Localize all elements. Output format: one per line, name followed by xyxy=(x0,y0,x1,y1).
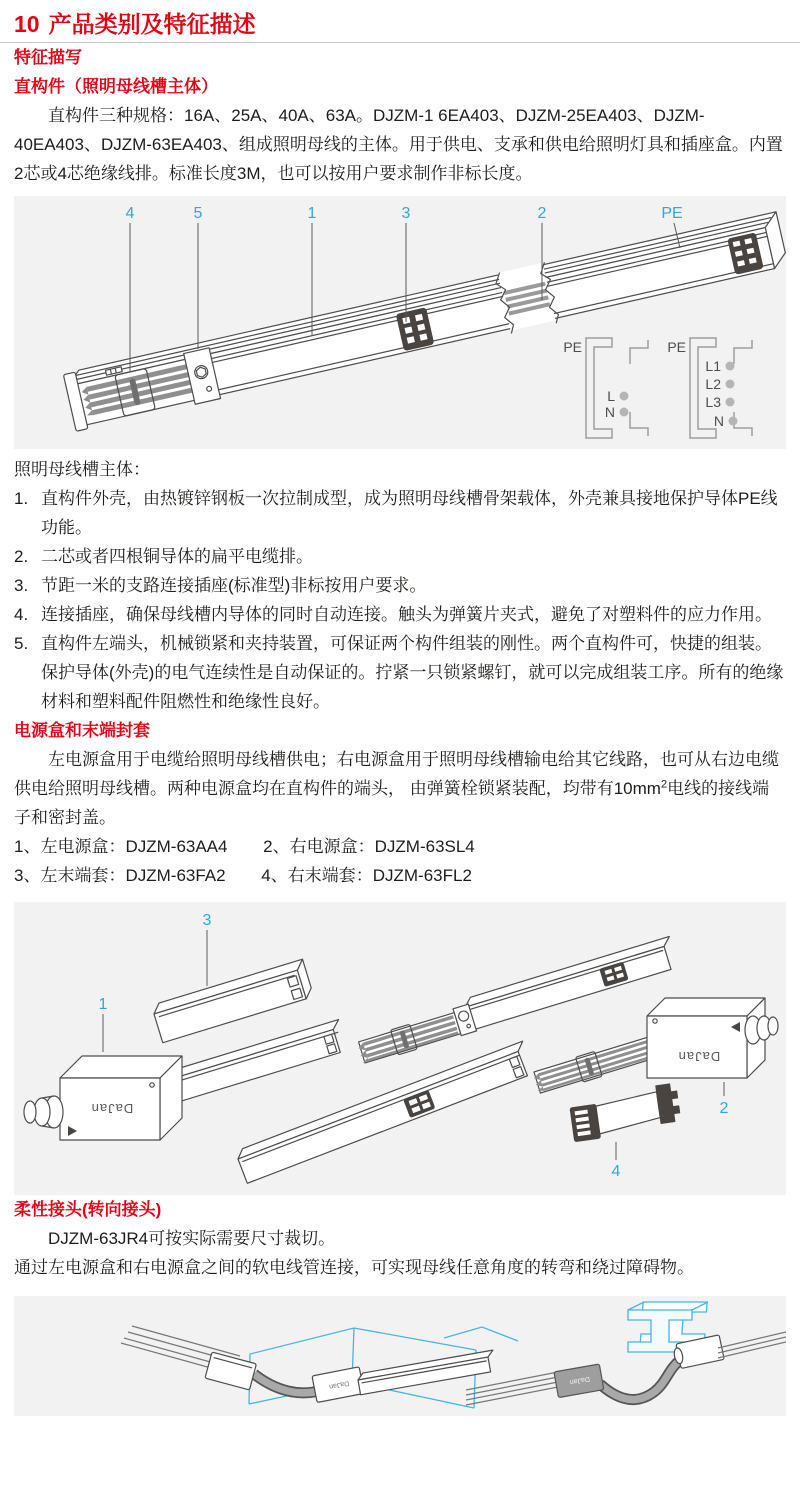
list-item xyxy=(14,571,786,600)
list-item xyxy=(14,600,786,629)
feature-list xyxy=(14,484,786,716)
power-box-left xyxy=(24,1056,182,1140)
brand-logo: DaJan xyxy=(328,1379,350,1390)
diagram-flexible-applications xyxy=(14,1296,786,1416)
subheading-feature: 特征描写 xyxy=(14,48,82,67)
brand-logo: DaJan xyxy=(90,1101,134,1116)
callout-labels xyxy=(126,205,683,222)
flexible-line1: DJZM-63JR4可按实际需要尺寸裁切。 xyxy=(48,1229,336,1248)
item-text: 二芯或者四根铜导体的扁平电缆排。 xyxy=(41,547,313,566)
model-item: 3、左末端套：DJZM-63FA2 xyxy=(14,866,226,885)
item-number: 1. xyxy=(14,489,29,508)
joint-box-c xyxy=(554,1364,604,1398)
busway-strip-in xyxy=(466,1372,558,1405)
joint-box-a xyxy=(205,1352,256,1390)
diagram-busway-main xyxy=(14,196,786,449)
pin-label: N xyxy=(604,404,615,420)
joint-box-b xyxy=(312,1367,364,1403)
section-number: 10 xyxy=(14,11,40,37)
callout-pe: PE xyxy=(661,205,683,222)
power-box-paragraph xyxy=(14,745,786,832)
item-number: 5. xyxy=(14,634,29,653)
para-text: 左电源盒用于电缆给照明母线槽供电；右电源盒用于照明母线槽输电给其它线路，也可从右边电缆供电给照明母线槽。两种电源盒均在直构件的端头， 由弹簧栓锁紧装配，均带有10mm xyxy=(14,750,779,798)
right-box-duct xyxy=(532,1032,666,1095)
flexible-joint xyxy=(569,1083,682,1142)
list-item xyxy=(14,484,786,542)
pin-label: L3 xyxy=(705,394,721,410)
pin-label: L1 xyxy=(705,358,721,374)
superscript-2: 2 xyxy=(660,778,668,791)
item-number: 4. xyxy=(14,605,29,624)
cross-section-2pole xyxy=(563,338,648,438)
power-box-drawing xyxy=(14,902,786,1195)
item-number: 3. xyxy=(14,576,29,595)
model-item: 4、右末端套：DJZM-63FL2 xyxy=(261,866,472,885)
page-title xyxy=(14,10,786,38)
list-title: 照明母线槽主体： xyxy=(14,460,150,479)
catalog-page xyxy=(0,10,800,1419)
pe-label: PE xyxy=(563,339,582,355)
intro-paragraph: 直构件三种规格：16A、25A、40A、63A。DJZM-1 6EA403、DJZM-25EA403、DJZM-40EA403、DJZM-63EA403、组成照明母线的主体。用于供电、支承和供电给照明灯具和插座盒。内置2芯或4芯绝缘线排。标准长度3M，也可以按用户要求制作非标长度。 xyxy=(14,106,783,183)
pe-label: PE xyxy=(667,339,686,355)
flexible-joint-drawing xyxy=(14,1296,786,1416)
para-text: 电线的接线端子和密封盖。 xyxy=(14,779,770,827)
pin-label: L xyxy=(607,388,615,404)
model-line xyxy=(14,832,786,861)
callout-1: 1 xyxy=(98,996,108,1013)
model-item: 1、左电源盒：DJZM-63AA4 xyxy=(14,837,228,856)
power-box-right xyxy=(647,998,778,1078)
cable-gland xyxy=(745,1016,778,1044)
callout-2: 2 xyxy=(719,1100,729,1117)
item-text: 连接插座，确保母线槽内导体的同时自动连接。触头为弹簧片夹式，避免了对塑料件的应力作用。 xyxy=(41,605,772,624)
item-text: 直构件左端头，机械锁紧和夹持装置，可保证两个构件组装的刚性。两个直构件可，快捷的组装。保护导体(外壳)的电气连续性是自动保证的。拧紧一只锁紧螺钉，就可以完成组装工序。所有的绝缘材料和塑料配件阻燃性和绝缘性良好。 xyxy=(41,634,784,711)
cable-gland xyxy=(24,1096,63,1128)
callout-1: 1 xyxy=(307,205,317,222)
page-content xyxy=(0,43,800,1416)
end-cap xyxy=(151,959,313,1042)
callout-3: 3 xyxy=(401,205,411,222)
busway-duct xyxy=(63,210,786,432)
item-number: 2. xyxy=(14,547,29,566)
callout-3: 3 xyxy=(202,912,212,929)
model-item: 2、右电源盒：DJZM-63SL4 xyxy=(263,837,475,856)
brand-logo: DaJan xyxy=(569,1374,591,1386)
list-item xyxy=(14,542,786,571)
list-item xyxy=(14,629,786,716)
flexible-line2: 通过左电源盒和右电源盒之间的软电线管连接，可实现母线任意角度的转弯和绕过障碍物。 xyxy=(14,1258,694,1277)
callout-4: 4 xyxy=(611,1163,621,1180)
busway-strip-out xyxy=(718,1332,786,1358)
cross-section-4pole xyxy=(667,338,752,438)
callout-2: 2 xyxy=(537,205,547,222)
section-title: 产品类别及特征描述 xyxy=(48,11,256,37)
pin-label: L2 xyxy=(705,376,721,392)
pin-label: N xyxy=(713,413,724,429)
busway-drawing xyxy=(14,196,786,449)
diagram-power-boxes xyxy=(14,902,786,1195)
item-text: 直构件外壳，由热镀锌钢板一次拉制成型，成为照明母线槽骨架载体，外壳兼具接地保护导体PE线功能。 xyxy=(41,489,778,537)
flexible-conduit-fill xyxy=(254,1374,322,1393)
corner-turn-illustration xyxy=(121,1326,518,1408)
obstacle-cross-illustration xyxy=(466,1302,786,1405)
callout-5: 5 xyxy=(193,205,203,222)
brand-logo: DaJan xyxy=(677,1049,721,1064)
subheading-flexible-joint: 柔性接头(转向接头) xyxy=(14,1200,162,1219)
subheading-straight-member: 直构件（照明母线槽主体） xyxy=(14,77,218,96)
callout-4: 4 xyxy=(125,205,135,222)
subheading-power-box: 电源盒和末端封套 xyxy=(14,721,150,740)
item-text: 节距一米的支路连接插座(标准型)非标按用户要求。 xyxy=(41,576,427,595)
model-line xyxy=(14,861,786,890)
